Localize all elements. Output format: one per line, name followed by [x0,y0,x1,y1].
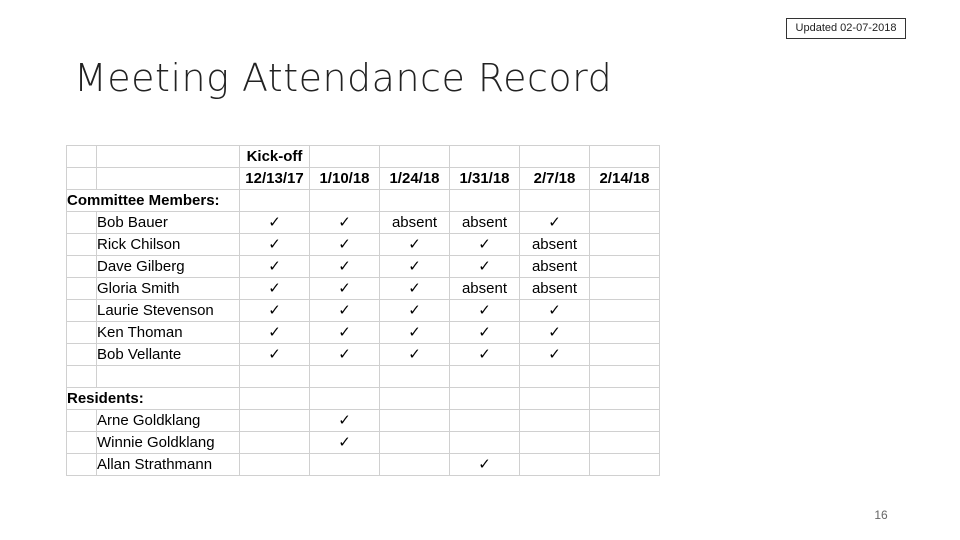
table-row [67,454,660,476]
empty-cell [450,190,520,212]
check-mark-icon: ✓ [380,300,450,322]
attendance-cell [240,432,310,454]
check-mark-icon: ✓ [520,344,590,366]
member-name: Rick Chilson [97,234,240,256]
attendance-cell [450,410,520,432]
empty-cell [520,190,590,212]
attendance-cell [240,454,310,476]
empty-cell [380,388,450,410]
empty-cell [67,410,97,432]
section-heading-row [67,388,660,410]
empty-cell [590,146,660,168]
check-mark-icon: ✓ [380,344,450,366]
member-name: Bob Bauer [97,212,240,234]
attendance-cell [590,410,660,432]
empty-cell [310,366,380,388]
empty-cell [97,168,240,190]
table-row [67,322,660,344]
empty-cell [97,366,240,388]
attendance-cell [590,454,660,476]
member-name: Winnie Goldklang [97,432,240,454]
attendance-cell [590,322,660,344]
empty-cell [450,388,520,410]
table-row [67,234,660,256]
header-row-dates [67,168,660,190]
check-mark-icon: ✓ [380,234,450,256]
empty-cell [380,146,450,168]
check-mark-icon: ✓ [310,300,380,322]
empty-cell [97,146,240,168]
check-mark-icon: ✓ [310,322,380,344]
empty-cell [67,432,97,454]
empty-cell [380,366,450,388]
absent-label: absent [450,278,520,300]
check-mark-icon: ✓ [310,344,380,366]
check-mark-icon: ✓ [450,454,520,476]
attendance-cell [310,454,380,476]
member-name: Dave Gilberg [97,256,240,278]
empty-cell [67,234,97,256]
check-mark-icon: ✓ [240,300,310,322]
page-number: 16 [874,508,888,522]
attendance-cell [520,432,590,454]
attendance-cell [380,454,450,476]
empty-cell [67,454,97,476]
header-row-kickoff [67,146,660,168]
check-mark-icon: ✓ [450,256,520,278]
empty-cell [520,366,590,388]
check-mark-icon: ✓ [450,322,520,344]
attendance-cell [590,300,660,322]
check-mark-icon: ✓ [240,322,310,344]
empty-cell [590,366,660,388]
empty-cell [520,146,590,168]
empty-cell [67,366,97,388]
empty-cell [67,344,97,366]
section-heading: Residents: [67,388,240,410]
absent-label: absent [520,278,590,300]
empty-cell [67,212,97,234]
attendance-cell [520,410,590,432]
section-heading: Committee Members: [67,190,240,212]
empty-cell [67,322,97,344]
attendance-cell [450,432,520,454]
check-mark-icon: ✓ [450,344,520,366]
attendance-cell [590,344,660,366]
table-row [67,256,660,278]
member-name: Arne Goldklang [97,410,240,432]
check-mark-icon: ✓ [310,410,380,432]
check-mark-icon: ✓ [380,278,450,300]
check-mark-icon: ✓ [520,300,590,322]
attendance-cell [240,410,310,432]
check-mark-icon: ✓ [380,322,450,344]
updated-date-label: Updated 02-07-2018 [786,18,906,39]
check-mark-icon: ✓ [310,432,380,454]
check-mark-icon: ✓ [240,278,310,300]
check-mark-icon: ✓ [240,212,310,234]
empty-cell [590,388,660,410]
attendance-cell [590,432,660,454]
date-header: 1/24/18 [380,168,450,190]
empty-cell [240,388,310,410]
empty-cell [67,300,97,322]
table-row [67,432,660,454]
date-header: 12/13/17 [240,168,310,190]
attendance-table [66,145,660,476]
member-name: Gloria Smith [97,278,240,300]
page-title: Meeting Attendance Record [74,56,613,100]
date-header: 2/7/18 [520,168,590,190]
check-mark-icon: ✓ [310,278,380,300]
date-header: 1/10/18 [310,168,380,190]
absent-label: absent [520,256,590,278]
empty-cell [590,190,660,212]
attendance-cell [590,256,660,278]
absent-label: absent [520,234,590,256]
attendance-cell [590,234,660,256]
table-row [67,300,660,322]
empty-cell [310,190,380,212]
kickoff-label: Kick-off [240,146,310,168]
empty-cell [240,190,310,212]
table-row [67,410,660,432]
check-mark-icon: ✓ [310,212,380,234]
table-row [67,344,660,366]
attendance-cell [380,410,450,432]
attendance-cell [380,432,450,454]
empty-cell [67,278,97,300]
check-mark-icon: ✓ [450,300,520,322]
absent-label: absent [450,212,520,234]
check-mark-icon: ✓ [310,256,380,278]
empty-cell [240,366,310,388]
attendance-cell [520,454,590,476]
empty-cell [67,146,97,168]
date-header: 1/31/18 [450,168,520,190]
member-name: Laurie Stevenson [97,300,240,322]
empty-cell [380,190,450,212]
member-name: Allan Strathmann [97,454,240,476]
empty-cell [67,168,97,190]
member-name: Ken Thoman [97,322,240,344]
attendance-cell [590,278,660,300]
check-mark-icon: ✓ [240,234,310,256]
table-row [67,212,660,234]
spacer-row [67,366,660,388]
attendance-cell [590,212,660,234]
table-row [67,278,660,300]
check-mark-icon: ✓ [310,234,380,256]
member-name: Bob Vellante [97,344,240,366]
empty-cell [310,146,380,168]
empty-cell [520,388,590,410]
date-header: 2/14/18 [590,168,660,190]
absent-label: absent [380,212,450,234]
check-mark-icon: ✓ [240,256,310,278]
empty-cell [450,366,520,388]
empty-cell [67,256,97,278]
check-mark-icon: ✓ [520,322,590,344]
empty-cell [310,388,380,410]
section-heading-row [67,190,660,212]
check-mark-icon: ✓ [380,256,450,278]
check-mark-icon: ✓ [450,234,520,256]
check-mark-icon: ✓ [240,344,310,366]
check-mark-icon: ✓ [520,212,590,234]
empty-cell [450,146,520,168]
